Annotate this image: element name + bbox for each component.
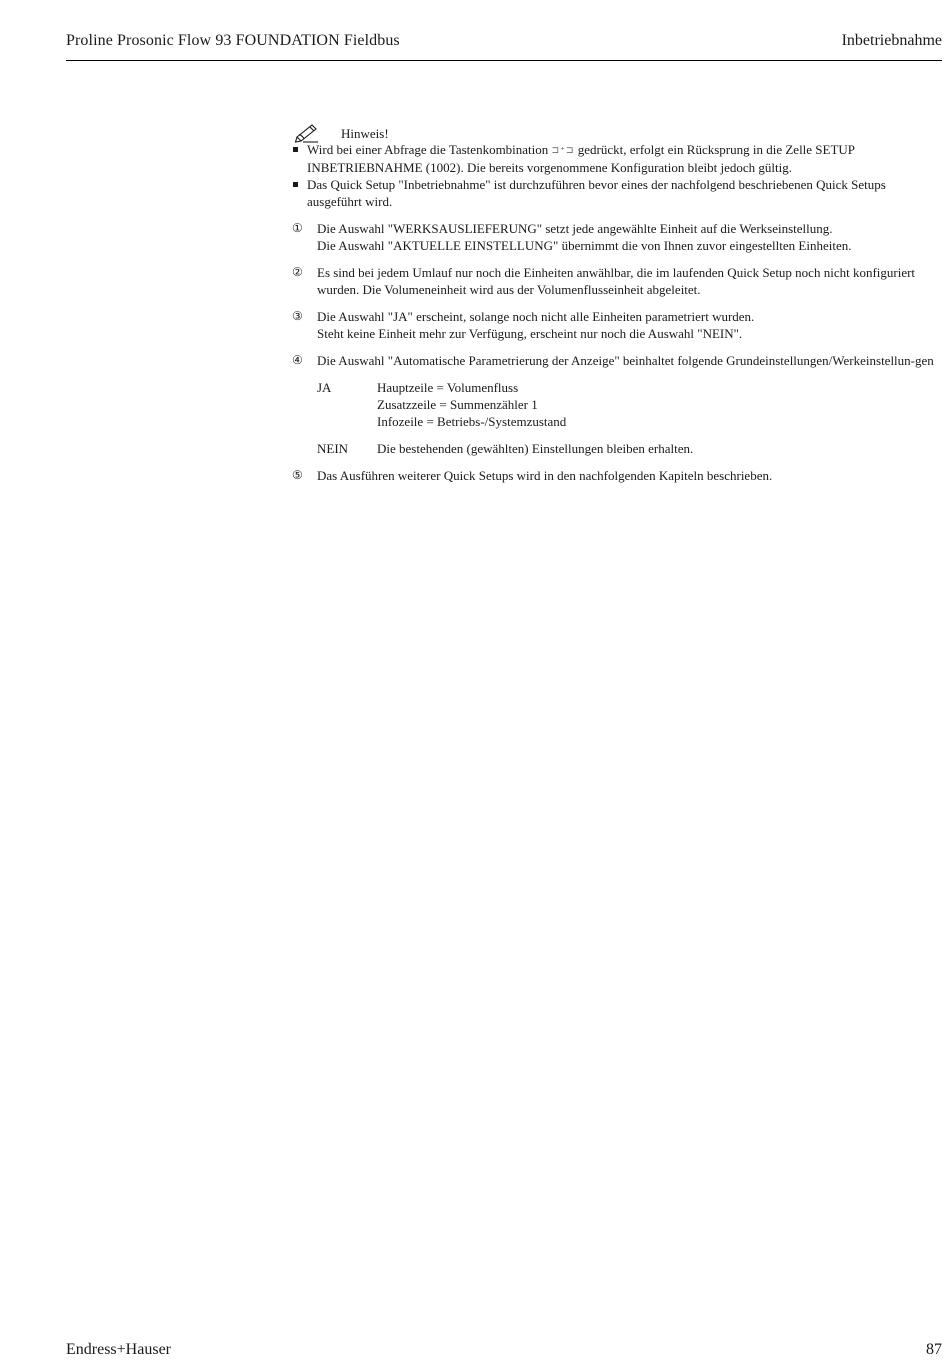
item-number: ⑤ [292, 468, 303, 482]
list-item [292, 264, 942, 298]
document-title: Proline Prosonic Flow 93 FOUNDATION Fieldbus [66, 32, 400, 49]
definition-row-nein [317, 440, 942, 457]
note-bullet-text-after: gedrückt, erfolgt ein Rücksprung in die Zelle SETUP INBETRIEBNAHME (1002). Die bereits vorgenommene Konfiguration bleibt jedoch gültig. [307, 142, 855, 175]
definition-line: Die bestehenden (gewählten) Einstellungen bleiben erhalten. [377, 441, 694, 456]
list-item [292, 467, 942, 484]
note-title: Hinweis! [341, 126, 389, 141]
key-combination-icon: ⊐⁺⊐ [551, 145, 575, 155]
definition-line: Zusatzzeile = Summenzähler 1 [377, 397, 538, 412]
item-number: ① [292, 221, 303, 235]
item-line: Die Auswahl "Automatische Parametrierung der Anzeige" beinhaltet folgende Grundeinstellungen/Werkeinstellun-gen [317, 353, 934, 368]
list-item [292, 308, 942, 342]
definition-line: Infozeile = Betriebs-/Systemzustand [377, 414, 567, 429]
item-line: Es sind bei jedem Umlauf nur noch die Einheiten anwählbar, die im laufenden Quick Setup noch nicht konfiguriert wurden. Die Volumeneinheit wird aus der Volumenflusseinheit abgeleitet. [317, 265, 916, 297]
page-number: 87 [926, 1341, 942, 1358]
pencil-note-icon [294, 121, 320, 143]
item-number: ② [292, 265, 303, 279]
definition-line: Hauptzeile = Volumenfluss [377, 380, 519, 395]
bullet-marker [293, 147, 298, 152]
list-item [292, 220, 942, 254]
definition-list [317, 379, 942, 457]
note-bullet [292, 176, 942, 210]
footer-brand: Endress+Hauser [66, 1341, 171, 1358]
list-item [292, 352, 942, 457]
item-line: Die Auswahl "WERKSAUSLIEFERUNG" setzt jede angewählte Einheit auf die Werkseinstellung. [317, 221, 833, 236]
item-line: Die Auswahl "JA" erscheint, solange noch nicht alle Einheiten parametriert wurden. [317, 309, 755, 324]
note-bullet-text-before: Wird bei einer Abfrage die Tastenkombination [307, 142, 549, 157]
note-header [292, 124, 942, 141]
page-header [66, 30, 942, 61]
bullet-marker [293, 182, 298, 187]
definition-term: JA [317, 380, 332, 395]
item-line: Die Auswahl "AKTUELLE EINSTELLUNG" übernimmt die von Ihnen zuvor eingestellten Einheiten. [317, 238, 852, 253]
definition-row-ja [317, 379, 942, 430]
item-line: Steht keine Einheit mehr zur Verfügung, erscheint nur noch die Auswahl "NEIN". [317, 326, 743, 341]
note-bullet [292, 141, 942, 176]
item-line: Das Ausführen weiterer Quick Setups wird in den nachfolgenden Kapiteln beschrieben. [317, 468, 773, 483]
item-number: ③ [292, 309, 303, 323]
definition-term: NEIN [317, 441, 349, 456]
note-bullet-text: Das Quick Setup "Inbetriebnahme" ist durchzuführen bevor eines der nachfolgend beschriebenen Quick Setups ausgeführt wird. [307, 177, 886, 209]
main-content [292, 124, 942, 484]
item-number: ④ [292, 353, 303, 367]
chapter-title: Inbetriebnahme [841, 32, 942, 49]
